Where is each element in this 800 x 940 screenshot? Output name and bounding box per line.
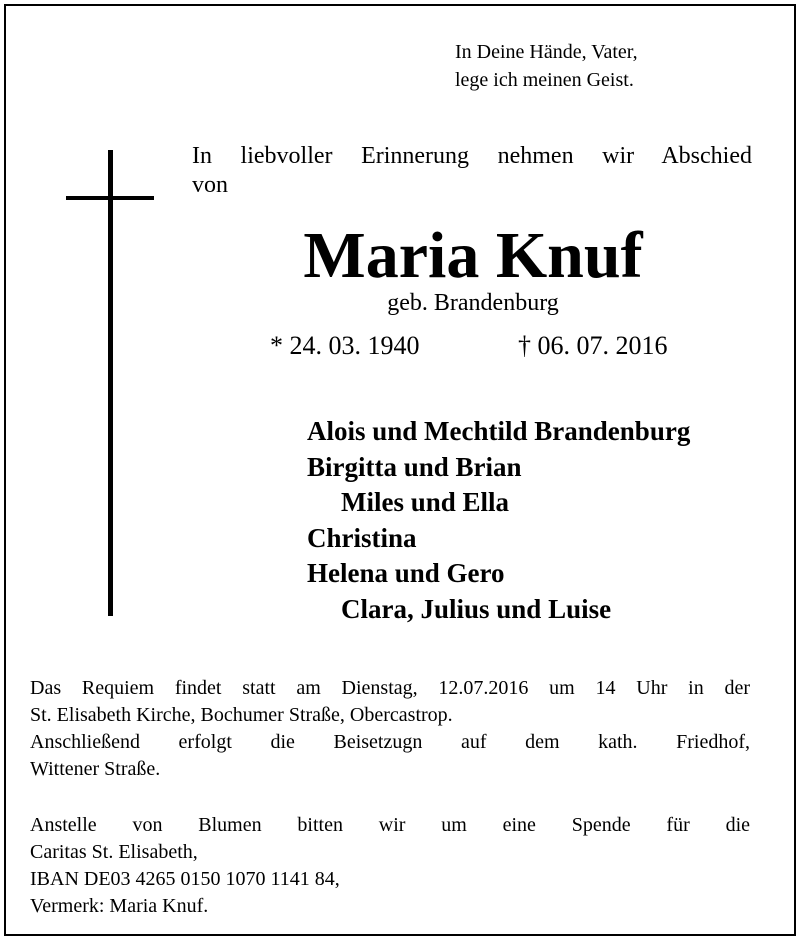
bible-verse xyxy=(455,38,638,94)
verse-line-1: In Deine Hände, Vater, xyxy=(455,41,638,63)
donation-line-1: Anstelle von Blumen bitten wir um eine Spende für die xyxy=(30,814,750,836)
verse-line-2: lege ich meinen Geist. xyxy=(455,69,634,91)
mourner-line: Miles und Ella xyxy=(341,487,510,517)
requiem-line-3: Anschließend erfolgt die Beisetzugn auf dem kath. Friedhof, xyxy=(30,731,750,753)
death-date: † 06. 07. 2016 xyxy=(518,331,668,360)
maiden-name: geb. Brandenburg xyxy=(387,290,559,316)
requiem-line-4: Wittener Straße. xyxy=(30,758,161,780)
requiem-line-1: Das Requiem findet statt am Dienstag, 12.07.2016 um 14 Uhr in der xyxy=(30,677,750,699)
donation-line-2: Caritas St. Elisabeth, xyxy=(30,841,198,863)
requiem-line-2: St. Elisabeth Kirche, Bochumer Straße, Obercastrop. xyxy=(30,704,453,726)
donation-line-3: IBAN DE03 4265 0150 1070 1141 84, xyxy=(30,868,340,890)
deceased-name: Maria Knuf xyxy=(303,219,643,292)
intro-text xyxy=(192,142,752,200)
mourner-line: Helena und Gero xyxy=(307,558,505,588)
donation-paragraph xyxy=(30,812,750,920)
cross-icon-crossbar xyxy=(66,196,154,200)
mourner-line: Clara, Julius und Luise xyxy=(341,593,612,624)
intro-line-2: von xyxy=(192,172,228,198)
mourner-line: Alois und Mechtild Brandenburg xyxy=(307,416,691,446)
mourner-line: Birgitta und Brian xyxy=(307,451,522,482)
birth-date: * 24. 03. 1940 xyxy=(270,331,420,360)
mourners-list xyxy=(307,414,690,627)
mourner-line: Christina xyxy=(307,522,417,553)
requiem-paragraph xyxy=(30,675,750,783)
intro-line-1: In liebvoller Erinnerung nehmen wir Abschied xyxy=(192,143,752,169)
donation-line-4: Vermerk: Maria Knuf. xyxy=(30,895,209,917)
